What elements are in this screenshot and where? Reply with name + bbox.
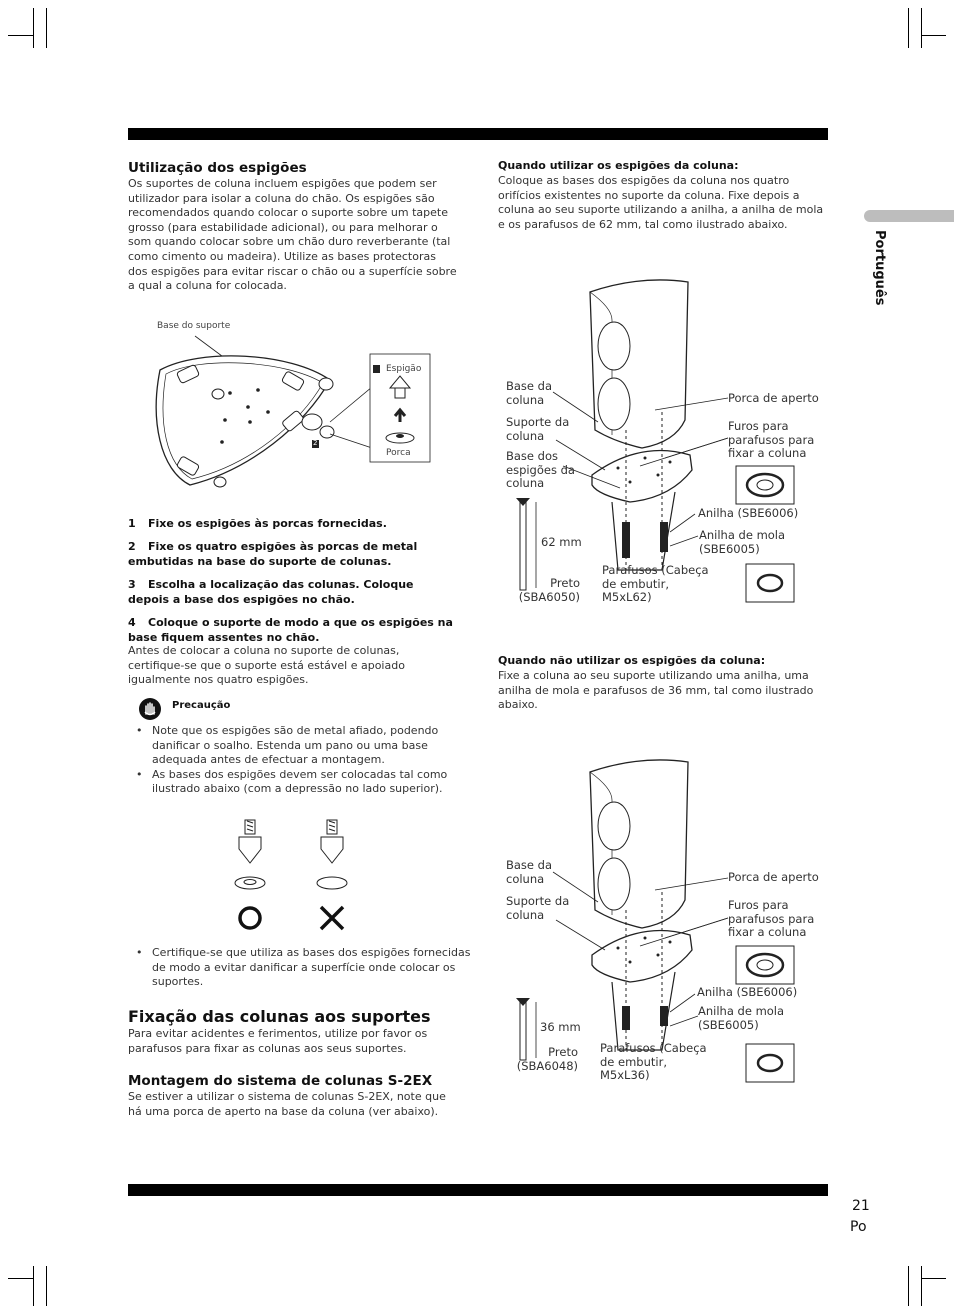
fig2-washer: Anilha (SBE6006) [698, 506, 799, 520]
crop-mark [8, 1278, 33, 1279]
fix-text: Para evitar acidentes e ferimentos, utilize por favor os parafusos para fixar as colunas aos seus suportes. [128, 1027, 428, 1055]
with-spikes-text: Coloque as bases dos espigões da coluna nos quatro orifícios existentes no suporte da coluna. Fixe depois a coluna ao seu suporte utilizando a anilha, a anilha de mola e os parafusos de 62 mm, tal como ilustrado abaixo. [498, 174, 824, 231]
fig1-num2: 2 [313, 439, 318, 447]
crop-mark [46, 8, 47, 48]
spike-label: Espigão [386, 364, 422, 374]
without-spikes-title: Quando não utilizar os espigões da coluna: [498, 654, 766, 667]
mount-text: Se estiver a utilizar o sistema de colunas S-2EX, note que há uma porca de aperto na base da coluna (ver abaixo). [128, 1090, 446, 1118]
fig3-tight-nut: Porca de aperto [728, 870, 819, 884]
language-code: Po [850, 1219, 867, 1235]
fig3-washer: Anilha (SBE6006) [697, 985, 798, 999]
crop-mark [921, 1266, 922, 1306]
crop-mark [921, 1278, 946, 1279]
language-label: Português [872, 230, 887, 306]
fix-title: Fixação das colunas aos suportes [128, 1007, 431, 1026]
language-tab [864, 210, 954, 222]
spikes-title: Utilização dos espigões [128, 160, 307, 176]
step-1: 1 Fixe os espigões às porcas fornecidas. [128, 517, 387, 530]
caution-hand-icon [138, 697, 162, 721]
fig2-spike-bases: Base dos espigões da coluna [506, 449, 575, 490]
fig1-num1: 1 [382, 365, 387, 373]
list-item: • Certifique-se que utiliza as bases dos espigões fornecidas de modo a evitar danificar a superfície onde colocar os suportes. [152, 946, 482, 990]
crop-mark [33, 1266, 34, 1306]
fig2-screws: Parafusos (Cabeça de embutir, M5xL62) [602, 563, 709, 604]
crop-mark [921, 35, 946, 36]
crop-mark [33, 8, 34, 48]
fig3-holes: Furos para parafusos para fixar a coluna [728, 898, 815, 939]
fig2-speaker-base: Base da coluna [506, 379, 553, 407]
crop-mark [921, 8, 922, 48]
fig2-black: Preto (SBA6050) [518, 576, 580, 604]
fig2-length: 62 mm [541, 535, 582, 549]
crop-mark [8, 35, 33, 36]
fig2-holes: Furos para parafusos para fixar a coluna [728, 419, 815, 460]
stand-spikes-figure [140, 330, 450, 500]
step-3: 3 Escolha a localização das colunas. Coloque depois a base dos espigões no chão. [128, 578, 414, 606]
step-4-detail: Antes de colocar a coluna no suporte de colunas, certifique-se que o suporte está estável e apoiado igualmente nos quatro espigões. [128, 644, 405, 687]
step-2: 2 Fixe os quatro espigões às porcas de metal embutidas na base do suporte de colunas. [128, 540, 418, 568]
fig2-spring-washer: Anilha de mola (SBE6005) [699, 528, 786, 556]
caution-list [128, 724, 458, 797]
page-number: 21 [852, 1198, 870, 1214]
footer-bar [128, 1184, 828, 1196]
fig2-stand: Suporte da coluna [506, 415, 570, 443]
header-bar [128, 128, 828, 140]
nut-label: Porca [386, 448, 411, 458]
with-spikes-title: Quando utilizar os espigões da coluna: [498, 159, 739, 172]
list-item: • Note que os espigões são de metal afiado, podendo danificar o soalho. Estenda um pano ou uma base adequada antes de efectuar a montagem. [152, 724, 458, 768]
fig3-stand: Suporte da coluna [506, 894, 570, 922]
crop-mark [908, 8, 909, 48]
caution-list-2 [128, 946, 482, 990]
fig2-tight-nut: Porca de aperto [728, 391, 819, 405]
mount-title: Montagem do sistema de colunas S-2EX [128, 1073, 433, 1089]
base-label: Base do suporte [157, 321, 231, 331]
spike-base-orientation-figure [225, 815, 365, 940]
without-spikes-text: Fixe a coluna ao seu suporte utilizando uma anilha, uma anilha de mola e parafusos de 36 mm, tal como ilustrado abaixo. [498, 669, 814, 712]
fig3-spring-washer: Anilha de mola (SBE6005) [698, 1004, 785, 1032]
crop-mark [46, 1266, 47, 1306]
fig3-screws: Parafusos (Cabeça de embutir, M5xL36) [600, 1041, 707, 1082]
fig3-speaker-base: Base da coluna [506, 858, 553, 886]
crop-mark [908, 1266, 909, 1306]
fig3-length: 36 mm [540, 1020, 581, 1034]
caution-title: Precaução [172, 700, 231, 711]
step-4: 4 Coloque o suporte de modo a que os espigões na base fiquem assentes no chão. [128, 616, 453, 644]
list-item: • As bases dos espigões devem ser colocadas tal como ilustrado abaixo (com a depressão no lado superior). [152, 768, 458, 797]
spikes-text: Os suportes de coluna incluem espigões que podem ser utilizador para isolar a coluna do chão. Os espigões são recomendados quando colocar o suporte sobre um tapete grosso (para estabilidade adicional), ou para melhorar o som quando colocar sobre um chão duro reverberante (tal como cimento ou madeira). Utilize as bases protectoras dos espigões para evitar riscar o chão ou a superfície sobre a qual a coluna for colocada. [128, 177, 457, 293]
fig3-black: Preto (SBA6048) [516, 1045, 578, 1073]
